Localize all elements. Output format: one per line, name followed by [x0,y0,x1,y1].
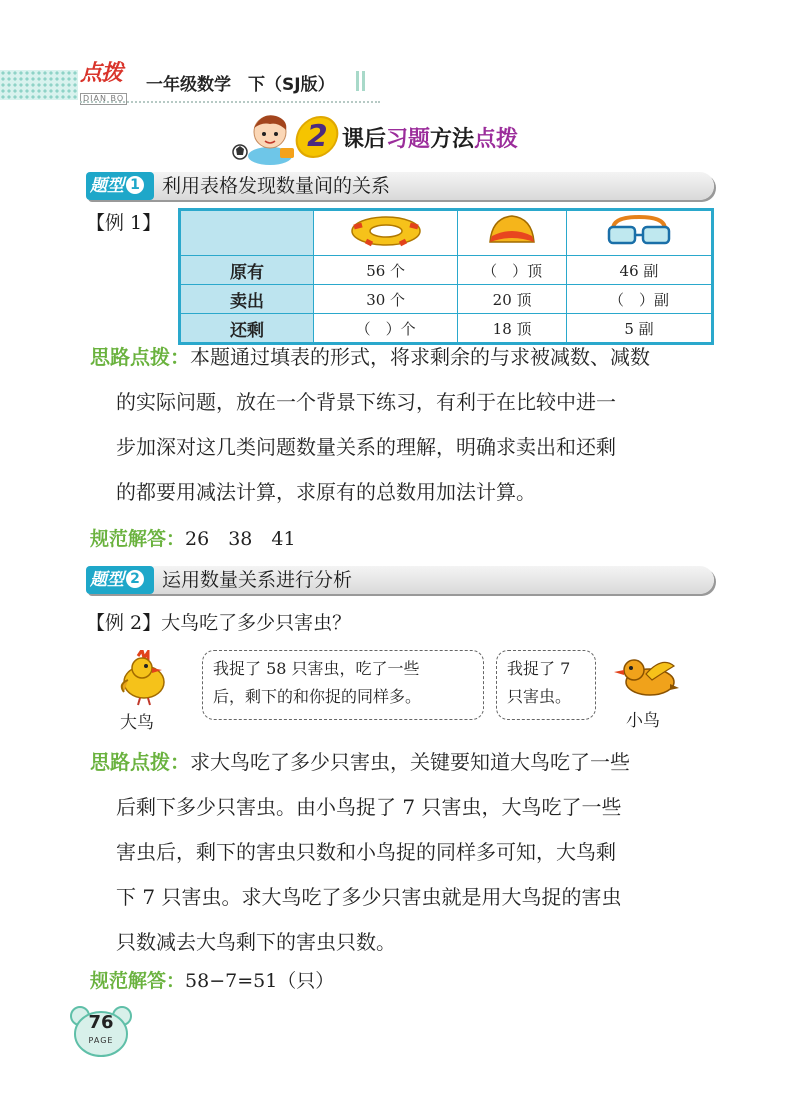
think-2-line: 求大鸟吃了多少只害虫，关键要知道大鸟吃了一些 [190,750,630,774]
page-number: 76 [88,1012,114,1033]
think-2-label: 思路点拨： [90,750,190,774]
row-header: 卖出 [180,285,314,314]
big-bird-speech-bubble [202,650,484,720]
book-title: 一年级数学 下（SJ版） [146,75,335,95]
header-bars-decoration [356,71,370,93]
table-item-cell [458,210,567,256]
table-corner-cell [180,210,314,256]
table-cell: （ ）顶 [458,256,567,285]
topic-1-title: 利用表格发现数量间的关系 [162,175,391,197]
series-logo [80,62,134,106]
example-1-table [178,208,714,345]
answer-1 [90,524,296,551]
hat-icon [482,212,542,250]
think-1-line: 的实际问题，放在一个背景下练习，有利于在比较中进一 [116,390,616,414]
table-cell: 18 顶 [458,314,567,344]
table-cell: 5 副 [566,314,712,344]
big-bird-icon [116,650,176,706]
think-1-paragraph [90,335,730,515]
row-header: 还剩 [180,314,314,344]
table-cell: 30 个 [314,285,458,314]
topic-1-tag [86,172,154,200]
logo-text: 点拨 [80,61,123,86]
small-bird-icon [612,654,680,702]
topic-1-tag-number: 1 [126,176,144,194]
mascot-kid-icon [232,110,304,166]
bubble-line: 后，剩下的和你捉的同样多。 [213,687,422,706]
header-dotted-rule [80,101,380,103]
table-item-cell [566,210,712,256]
topic-1-tag-text: 题型 [90,176,124,196]
think-2-paragraph [90,740,730,965]
section-title-part-a: 课后 [342,127,387,152]
page-number-badge [70,1006,132,1058]
topic-1-header [86,172,714,200]
topic-2-header [86,566,714,594]
example-2-question: 大鸟吃了多少只害虫？ [161,612,352,634]
bubble-line: 我捉了 7 [507,659,571,678]
think-2-line: 后剩下多少只害虫。由小鸟捉了 7 只害虫，大鸟吃了一些 [116,795,622,819]
table-row [180,285,713,314]
logo-subtext: DIAN BO [80,93,127,105]
table-cell: 56 个 [314,256,458,285]
answer-1-value: 26 38 41 [185,528,296,550]
small-bird-label: 小鸟 [626,711,660,731]
goggles-icon [599,213,679,249]
think-2-line: 下 7 只害虫。求大鸟吃了多少只害虫就是用大鸟捉的害虫 [116,885,622,909]
table-image-row [180,210,713,256]
answer-2 [90,966,334,993]
think-2-line: 害虫后，剩下的害虫只数和小鸟捉的同样多可知，大鸟剩 [116,840,616,864]
topic-2-title: 运用数量关系进行分析 [162,569,353,591]
bubble-line: 只害虫。 [507,687,572,706]
row-header: 原有 [180,256,314,285]
big-bird-label: 大鸟 [120,713,154,733]
think-1-label: 思路点拨： [90,345,190,369]
bubble-line: 我捉了 58 只害虫，吃了一些 [213,659,420,678]
example-2-label: 【例 2】 [86,612,162,634]
think-1-line: 步加深对这几类问题数量关系的理解，明确求卖出和还剩 [116,435,616,459]
topic-2-tag-number: 2 [126,570,144,588]
table-cell: 20 顶 [458,285,567,314]
table-item-cell [314,210,458,256]
think-1-line: 的都要用减法计算，求原有的总数用加法计算。 [116,480,536,504]
topic-2-tag-text: 题型 [90,570,124,590]
header-dot-pattern [0,70,78,100]
table-cell: （ ）个 [314,314,458,344]
topic-2-tag [86,566,154,594]
table-row [180,256,713,285]
think-2-line: 只数减去大鸟剩下的害虫只数。 [116,930,396,954]
answer-2-value: 58−7=51（只） [185,970,335,992]
section-title-part-c: 方法 [430,127,475,152]
section-title-part-b: 习题 [386,127,431,152]
section-number: 2 [303,119,331,154]
answer-1-label: 规范解答： [90,528,186,550]
page-word: PAGE [88,1036,114,1045]
answer-2-label: 规范解答： [90,970,186,992]
example-1-label: 【例 1】 [86,212,162,234]
table-cell: （ ）副 [566,285,712,314]
small-bird-speech-bubble [496,650,596,720]
swim-ring-icon [346,213,426,249]
think-1-line: 本题通过填表的形式，将求剩余的与求被减数、减数 [190,345,650,369]
section-number-badge [292,116,341,158]
example-2 [86,608,351,635]
section-title-part-d: 点拨 [474,127,519,152]
section-title [342,122,518,153]
table-cell: 46 副 [566,256,712,285]
